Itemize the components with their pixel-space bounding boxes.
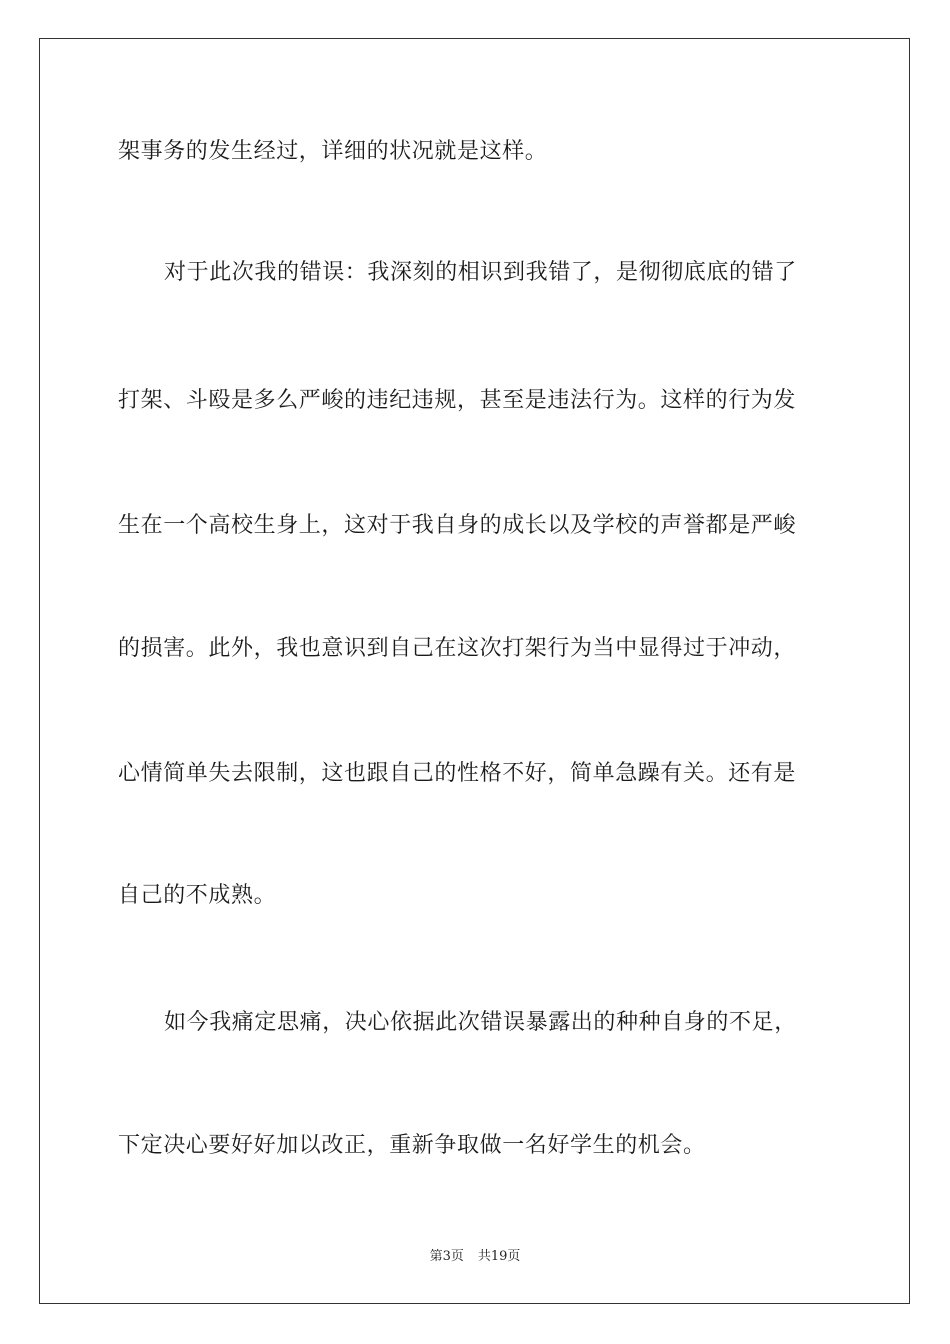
page-border xyxy=(39,38,910,1304)
text-line-1: 架事务的发生经过，详细的状况就是这样。 xyxy=(118,139,548,164)
page-footer xyxy=(0,1248,950,1266)
text-line-7: 自己的不成熟。 xyxy=(118,883,277,908)
paragraph-start-line: 对于此次我的错误：我深刻的相识到我错了，是彻彻底底的错了 xyxy=(164,260,797,285)
text-line-9: 下定决心要好好加以改正，重新争取做一名好学生的机会。 xyxy=(118,1133,706,1158)
total-pages: 共19页 xyxy=(477,1249,521,1264)
paragraph-start-line-2: 如今我痛定思痛，决心依据此次错误暴露出的种种自身的不足， xyxy=(164,1010,797,1035)
text-line-5: 的损害。此外，我也意识到自己在这次打架行为当中显得过于冲动， xyxy=(118,636,797,661)
text-line-3: 打架、斗殴是多么严峻的违纪违规，甚至是违法行为。这样的行为发 xyxy=(118,388,797,413)
text-line-4: 生在一个高校生身上，这对于我自身的成长以及学校的声誉都是严峻 xyxy=(118,513,797,538)
text-line-6: 心情简单失去限制，这也跟自己的性格不好，简单急躁有关。还有是 xyxy=(118,761,797,786)
page-number: 第3页 xyxy=(429,1249,464,1264)
